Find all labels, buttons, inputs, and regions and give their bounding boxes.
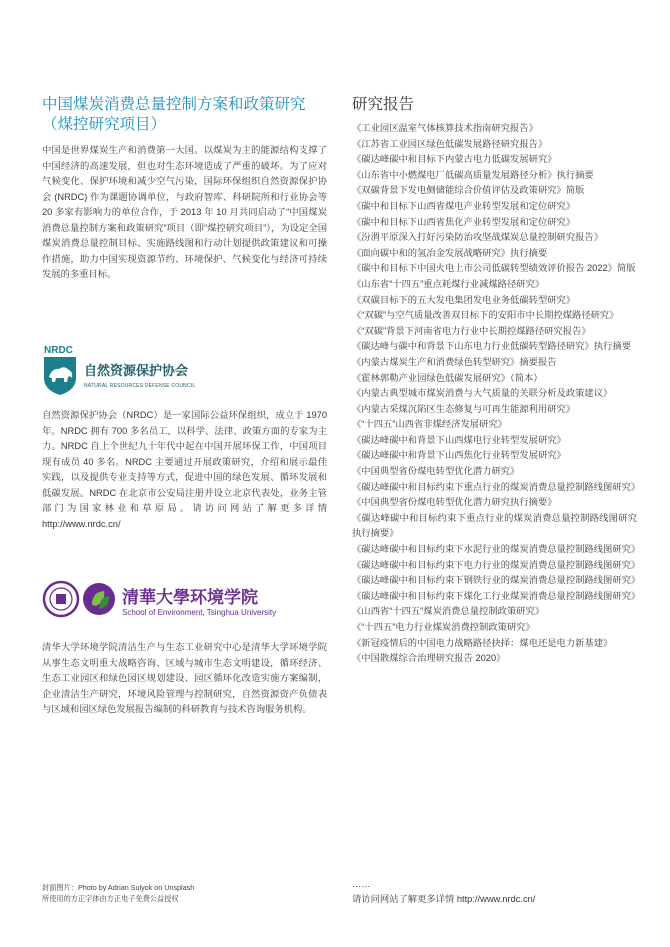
report-item: 《碳中和目标下山西省焦化产业转型发展和定位研究》 — [352, 216, 576, 227]
report-item: 《面向碳中和的氢冶金发展战略研究》执行摘要 — [352, 247, 548, 258]
project-title-line1: 中国煤炭消费总量控制方案和政策研究 — [42, 96, 306, 113]
nrdc-name-cn: 自然资源保护协会 — [84, 364, 189, 379]
report-item: 《江苏省工业园区绿色低碳发展路径研究报告》 — [352, 138, 548, 149]
report-item: 《碳达峰碳中和目标约束下重点行业的煤炭消费总量控制路线图研究》 — [352, 481, 641, 492]
font-license-note: 所使用的方正字体由方正电子免费公益授权 — [42, 894, 179, 903]
report-item: 《霍林郭勒产业园绿色低碳发展研究》（简本） — [352, 372, 543, 383]
reports-ellipsis: …… — [352, 879, 371, 889]
tsinghua-name-cn: 清華大學环境学院 — [122, 588, 258, 608]
left-column — [42, 95, 327, 283]
report-item: 《碳达峰碳中和背景下山西煤电行业转型发展研究》 — [352, 434, 566, 445]
tsinghua-section — [42, 640, 327, 718]
tsinghua-description: 清华大学环境学院清洁生产与生态工业研究中心是清华大学环境学院从事生态文明重大战略咨询、区域与城市生态文明建设，循环经济、生态工业园区和绿色园区规划建设、园区循环化改造实施方案编制，企业清洁生产研究，环境风险管理与控制研究，自然资源资产负债表与区域和园区绿色发展报告编制的科研教育与技术咨询服务机构。 — [42, 642, 327, 714]
nrdc-logo-graphic — [42, 342, 242, 397]
nrdc-name-en: NATURAL RESOURCES DEFENSE COUNCIL — [84, 383, 196, 389]
report-item: 《汾渭平原深入打好污染防治攻坚战煤炭总量控制研究报告》 — [352, 232, 604, 243]
report-item: 《碳中和目标下山西省煤电产业转型发展和定位研究》 — [352, 200, 576, 211]
report-item: 《碳达峰碳中和目标约束下水泥行业的煤炭消费总量控制路线图研究》 — [352, 544, 641, 555]
project-title-line2: （煤控研究项目） — [42, 116, 167, 133]
tsinghua-logo-graphic — [42, 575, 302, 625]
tsinghua-logos — [42, 575, 302, 625]
report-item: 《碳达峰碳中和背景下山西焦化行业转型发展研究》 — [352, 450, 566, 461]
report-item: 《双碳目标下的五大发电集团发电业务低碳转型研究》 — [352, 294, 576, 305]
report-item: 《双碳背景下发电侧储能综合价值评估及政策研究》简版 — [352, 185, 585, 196]
reports-more-info: 请访问网站了解更多详情 http://www.nrdc.cn/ — [352, 894, 536, 904]
reports-title: 研究报告 — [352, 96, 415, 113]
reports-list — [352, 121, 641, 667]
report-item: 《中国典型省份煤电转型优化潜力研究》 — [352, 466, 520, 477]
cover-photo-credit: 封面图片：Photo by Adrian Sulyok on Unsplash — [42, 883, 195, 892]
report-item: 《“双碳”背景下河南省电力行业中长期控煤路径研究报告》 — [352, 325, 591, 336]
report-item: 《中国典型省份煤电转型优化潜力研究执行摘要》 — [352, 497, 557, 508]
credits — [42, 882, 194, 904]
report-item: 《“十四五”电力行业煤炭消费控制政策研究》 — [352, 622, 535, 632]
report-item: 《山东省“十四五”重点耗煤行业减煤路径研究》 — [352, 278, 545, 289]
report-item: 《碳达峰碳中和目标下内蒙古电力低碳发展研究》 — [352, 154, 557, 165]
report-item: 《碳达峰碳中和目标约束下重点行业的煤炭消费总量控制路线图研究执行摘要》 — [352, 512, 637, 539]
report-item: 《碳达峰与碳中和背景下山东电力行业低碳转型路径研究》执行摘要 — [352, 341, 631, 352]
report-item: 《山东省中小燃煤电厂低碳高质量发展路径分析》执行摘要 — [352, 169, 594, 180]
report-item: 《内蒙古采煤沉陷区生态修复与可再生能源利用研究》 — [352, 403, 576, 414]
project-title — [42, 95, 327, 135]
report-item: 《碳达峰碳中和目标约束下钢铁行业的煤炭消费总量控制路线图研究》 — [352, 575, 641, 586]
report-item: 《碳中和目标下中国火电上市公司低碳转型绩效评价报告 2022》简版 — [352, 263, 636, 274]
nrdc-logo — [42, 342, 242, 397]
report-item: 《山西省“十四五”煤炭消费总量控制政策研究》 — [352, 606, 545, 617]
report-item: 《工业园区温室气体核算技术指南研究报告》 — [352, 123, 538, 133]
project-description: 中国是世界煤炭生产和消费第一大国。以煤炭为主的能源结构支撑了中国经济的高速发展，但也对生态环境造成了严重的破坏。为了应对气候变化、保护环境和减少空气污染，国际环保组织自然资源保护协会 (NRDC) 作为课题协调单位，与政府智库、科研院所和行业协会等 20 多家有影响力的单位合作，于 2013 年 10 月共同启动了“中国煤炭消费总量控制方案和政策研究”项目（即“煤控研究项目”），为设定全国煤炭消费总量控制目标、实施路线图和行动计划提供政策建议和可操作措施，助力中国实现资源节约、环境保护、气候变化与经济可持续发展的多重目标。 — [42, 145, 327, 279]
report-item: 《内蒙古煤炭生产和消费绿色转型研究》摘要报告 — [352, 356, 557, 367]
nrdc-description: 自然资源保护协会（NRDC）是一家国际公益环保组织，成立于 1970 年。NRDC 拥有 700 多名员工，以科学、法律、政策方面的专家为主力。NRDC 自上个世纪九十年代中起在中国开展环保工作，中国项目现有成员 40 多名。NRDC 主要通过开展政策研究，介绍和展示最佳实践，以及提供专业支持等方式，促进中国的绿色发展、循环发展和低碳发展。NRDC 在北京市公安局注册并设立北京代表处，业务主管部门为国家林业和草原局。请访问网站了解更多详情 http://www.nrdc.cn/ — [42, 410, 327, 529]
report-item: 《内蒙古典型城市煤炭消费与大气质量的关联分析及政策建议》 — [352, 388, 613, 399]
report-item: 《“十四五”山西省非煤经济发展研究》 — [352, 419, 507, 430]
report-item: 《“双碳”与空气质量改善双目标下的安阳市中长期控煤路径研究》 — [352, 310, 619, 321]
report-item: 《新冠疫情后的中国电力战略路径抉择：煤电还是电力新基建》 — [352, 637, 613, 648]
nrdc-section — [42, 408, 327, 532]
nrdc-logo-text: NRDC — [44, 345, 73, 356]
report-item: 《碳达峰碳中和目标约束下电力行业的煤炭消费总量控制路线图研究》 — [352, 559, 641, 570]
report-item: 《碳达峰碳中和目标约束下煤化工行业煤炭消费总量控制路线图研究》 — [352, 590, 641, 601]
report-item: 《中国散煤综合治理研究报告 2020》 — [352, 653, 506, 664]
right-column — [352, 95, 641, 667]
tsinghua-name-en: School of Environment, Tsinghua University — [122, 608, 277, 617]
